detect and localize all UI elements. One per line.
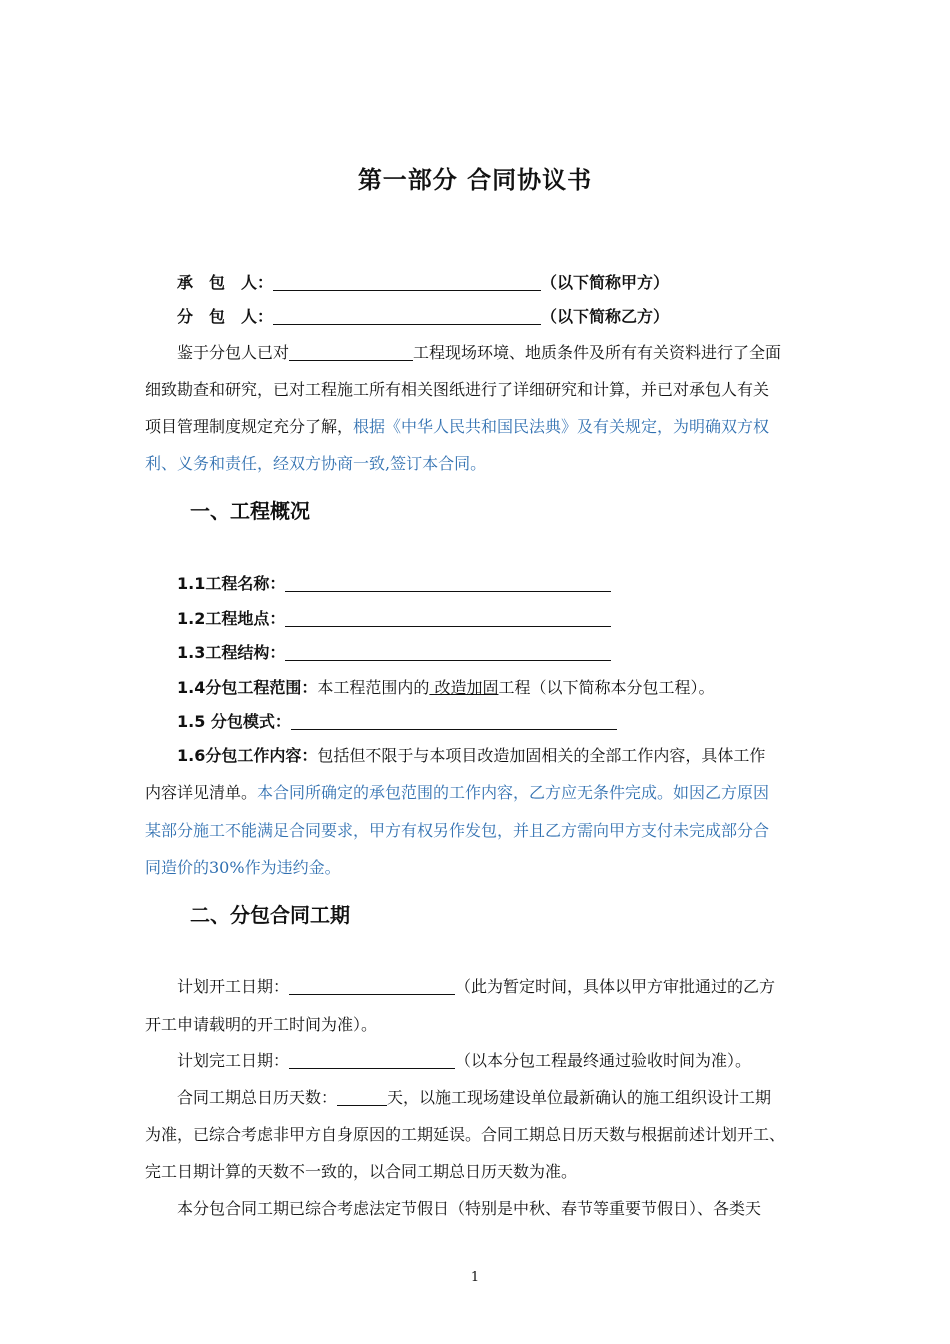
- project-name-blank[interactable]: [285, 573, 611, 592]
- mode-label: 1.5 分包模式：: [177, 712, 291, 731]
- mode-blank[interactable]: [291, 711, 617, 730]
- intro-text: 工程现场环境、地质条件及所有有关资料进行了全面: [413, 343, 782, 362]
- contractor-label: 承 包 人：: [177, 273, 274, 292]
- contractor-line: [145, 264, 847, 301]
- subcontractor-suffix: （以下简称乙方）: [541, 307, 670, 326]
- scope-label: 1.4分包工程范围：: [177, 678, 318, 697]
- mode-line: [145, 703, 847, 740]
- content-line-1: [145, 737, 847, 774]
- section-heading-schedule: 二、分包合同工期: [190, 903, 350, 927]
- content-text: 内容详见清单。: [145, 783, 258, 802]
- project-location-blank[interactable]: [285, 608, 611, 627]
- content-line-3: 某部分施工不能满足合同要求，甲方有权另作发包，并且乙方需向甲方支付未完成部分合: [145, 821, 770, 840]
- intro-text: 鉴于分包人已对: [177, 343, 290, 362]
- project-blank[interactable]: [289, 342, 413, 361]
- start-date-note: （此为暂定时间，具体以甲方审批通过的乙方: [455, 977, 776, 996]
- intro-line-2: 细致勘查和研究，已对工程施工所有相关图纸进行了详细研究和计算，并已对承包人有关: [145, 380, 770, 399]
- project-structure-line: [145, 634, 847, 671]
- content-text: 包括但不限于与本项目改造加固相关的全部工作内容，具体工作: [317, 746, 766, 765]
- subcontractor-label: 分 包 人：: [177, 307, 274, 326]
- contractor-blank[interactable]: [273, 272, 541, 291]
- subcontractor-line: [145, 298, 847, 335]
- project-structure-label: 1.3工程结构：: [177, 643, 286, 662]
- total-days-label: 合同工期总日历天数：: [177, 1088, 338, 1107]
- total-days-blank[interactable]: [337, 1087, 387, 1106]
- total-days-text: 天，以施工现场建设单位最新确认的施工组织设计工期: [387, 1088, 772, 1107]
- content-highlight: 本合同所确定的承包范围的工作内容，乙方应无条件完成。如因乙方原因: [257, 783, 770, 802]
- content-line-4: 同造价的30%作为违约金。: [145, 858, 341, 877]
- scope-line: [145, 669, 847, 706]
- total-days-line-3: 完工日期计算的天数不一致的，以合同工期总日历天数为准。: [145, 1162, 578, 1181]
- start-date-note-line: 开工申请载明的开工时间为准）。: [145, 1015, 378, 1034]
- project-name-label: 1.1工程名称：: [177, 574, 286, 593]
- scope-underlined: 改造加固: [429, 678, 499, 697]
- holiday-line: 本分包合同工期已综合考虑法定节假日（特别是中秋、春节等重要节假日）、各类天: [177, 1199, 762, 1218]
- start-date-blank[interactable]: [289, 976, 455, 995]
- project-location-label: 1.2工程地点：: [177, 609, 286, 628]
- project-location-line: [145, 600, 847, 637]
- start-date-label: 计划开工日期：: [177, 977, 290, 996]
- finish-date-note: （以本分包工程最终通过验收时间为准）。: [455, 1051, 752, 1070]
- subcontractor-blank[interactable]: [273, 306, 541, 325]
- intro-highlight: 根据《中华人民共和国民法典》及有关规定，为明确双方权: [353, 417, 770, 436]
- total-days-line-2: 为准，已综合考虑非甲方自身原因的工期延误。合同工期总日历天数与根据前述计划开工、: [145, 1125, 786, 1144]
- scope-text: 本工程范围内的: [317, 678, 430, 697]
- section-heading-overview: 一、工程概况: [190, 499, 310, 523]
- finish-date-blank[interactable]: [289, 1050, 455, 1069]
- intro-line-1: [145, 334, 847, 371]
- start-date-line: [145, 968, 847, 1005]
- finish-date-line: [145, 1042, 847, 1079]
- finish-date-label: 计划完工日期：: [177, 1051, 290, 1070]
- total-days-line: [145, 1079, 847, 1116]
- intro-line-3: [145, 408, 815, 445]
- contractor-suffix: （以下简称甲方）: [541, 273, 670, 292]
- page-title: 第一部分 合同协议书: [357, 166, 593, 194]
- content-label: 1.6分包工作内容：: [177, 746, 318, 765]
- intro-text: 项目管理制度规定充分了解，: [145, 417, 354, 436]
- scope-text: 工程（以下简称本分包工程）。: [498, 678, 715, 697]
- project-structure-blank[interactable]: [285, 642, 611, 661]
- project-name-line: [145, 565, 847, 602]
- intro-line-4: 利、义务和责任，经双方协商一致,签订本合同。: [145, 454, 487, 473]
- page-number: 1: [470, 1270, 480, 1285]
- content-line-2: [145, 774, 815, 811]
